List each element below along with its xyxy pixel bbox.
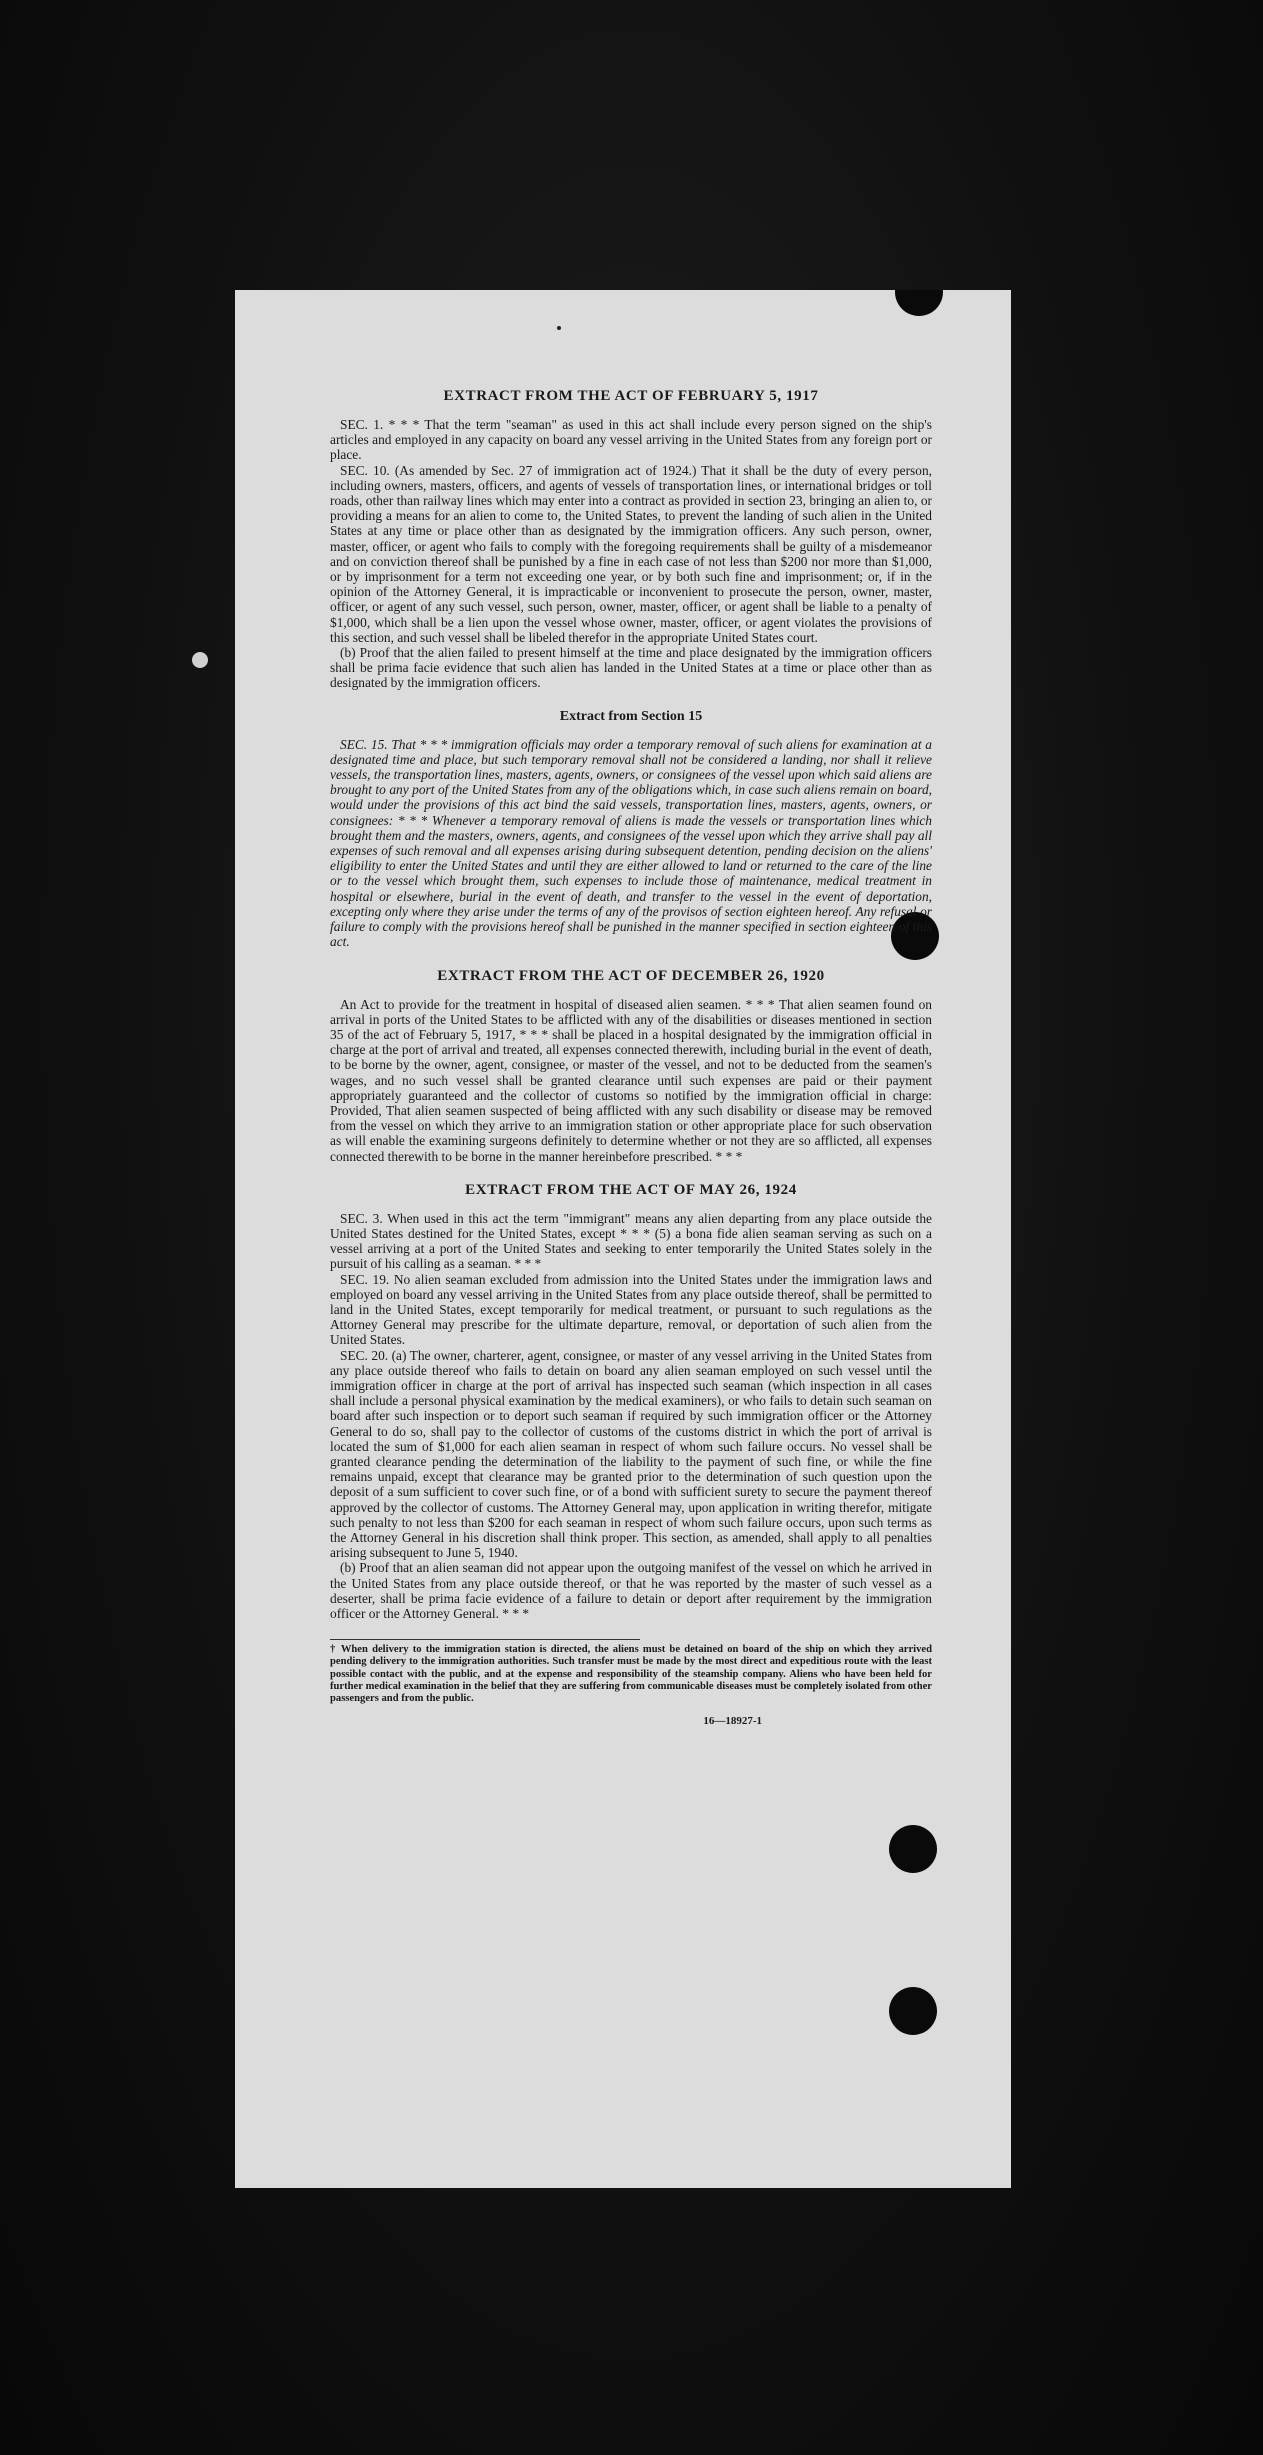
act-1917-section xyxy=(330,388,932,691)
act-1920-text: An Act to provide for the treatment in hospital of diseased alien seamen. * * * That alien seamen found on arrival in ports of the United States to be afflicted with any of the disabilities or diseases mentioned in section 35 of the act of February 5, 1917, * * * shall be placed in a hospital designated by the immigration official in charge at the port of arrival and treated, all expenses connected therewith, including burial in the event of death, to be borne by the owner, agent, consignee, or master of the vessel, and not to be deducted from the seamen's wages, and no such vessel shall be granted clearance until such expenses are paid or their payment appropriately guaranteed and the collector of customs so notified by the immigration official in charge: Provided, That alien seamen suspected of being afflicted with any such disability or disease may be removed from the vessel on which they arrive to an immigration station or other appropriate place for such observation as will enable the examining surgeons definitely to determine whether or not they are so afflicted, all expenses connected therewith to be borne in the manner hereinbefore prescribed. * * * xyxy=(330,996,932,1164)
act-1924-sec20b: (b) Proof that an alien seaman did not appear upon the outgoing manifest of the vessel on which he arrived in the United States from any place outside thereof, or that he was reported by the master of such vessel as a deserter, shall be prima facie evidence of a failure to detain or deport after requirement by the immigration officer or the Attorney General. * * * xyxy=(330,1560,932,1622)
paper-mark xyxy=(557,326,561,330)
act-1924-sec20a: SEC. 20. (a) The owner, charterer, agent, consignee, or master of any vessel arriving in the United States from any place outside thereof who fails to detain on board any alien seaman employed on such vessel until the immigration officer in charge at the port of arrival has inspected such seaman (which inspection in all cases shall include a personal physical examination by the medical examiners), or who fails to detain such seaman on board after such inspection or to deport such seaman if required by such immigration officer or the Attorney General to do so, shall pay to the collector of customs of the customs district in which the port of arrival is located the sum of $1,000 for each alien seaman in respect of whom such failure occurs. No vessel shall be granted clearance pending the determination of the liability to the payment of such fine, or while the fine remains unpaid, except that clearance may be granted prior to the determination of such question upon the deposit of a sum sufficient to cover such fine, or of a bond with sufficient surety to secure the payment thereof approved by the collector of customs. The Attorney General may, upon application in writing therefor, mitigate such penalty to not less than $200 for each seaman in respect of whom such failure occurs, upon such terms as the Attorney General in his discretion shall think proper. This section, as amended, shall apply to all penalties arising subsequent to June 5, 1940. xyxy=(330,1347,932,1561)
act-1924-sec3: SEC. 3. When used in this act the term "immigrant" means any alien departing from any place outside the United States destined for the United States, except * * * (5) a bona fide alien seaman serving as such on a vessel arriving at a port of the United States and seeking to enter temporarily the United States solely in the pursuit of his calling as a seaman. * * * xyxy=(330,1210,932,1272)
act-1917-sec1: SEC. 1. * * * That the term "seaman" as used in this act shall include every person signed on the ship's articles and employed in any capacity on board any vessel arriving in the United States from any foreign port or place. xyxy=(330,417,932,463)
section-15-extract xyxy=(330,709,932,950)
act-1917-sec10b: (b) Proof that the alien failed to present himself at the time and place designated by the immigration officers shall be prima facie evidence that such alien has landed in the United States at a time or place other than as designated by the immigration officers. xyxy=(330,645,932,691)
act-1924-heading: EXTRACT FROM THE ACT OF MAY 26, 1924 xyxy=(465,1181,797,1198)
punch-hole-top xyxy=(895,290,943,316)
act-1924-sec19: SEC. 19. No alien seaman excluded from admission into the United States under the immigration laws and employed on board any vessel arriving in the United States from any place outside thereof, shall be permitted to land in the United States, except temporarily for medical treatment, or pursuant to such regulations as the Attorney General may prescribe for the ultimate departure, removal, or deportation of such alien from the United States. xyxy=(330,1271,932,1348)
act-1917-heading: EXTRACT FROM THE ACT OF FEBRUARY 5, 1917 xyxy=(443,388,819,404)
footnote: † When delivery to the immigration station is directed, the aliens must be detained on board of the ship on which they arrived pending delivery to the immigration authorities. Such transfer must be made by the most direct and expeditious route with the least possible contact with the public, and at the expense and responsibility of the steamship company. Aliens who have been held for further medical examination in the belief that they are suffering from communicable diseases must be completely isolated from other passengers and from the public. xyxy=(330,1644,932,1705)
punch-hole-bottom-right xyxy=(889,1987,937,2035)
section-15-heading: Extract from Section 15 xyxy=(559,708,703,724)
act-1917-sec10: SEC. 10. (As amended by Sec. 27 of immigration act of 1924.) That it shall be the duty of every person, including owners, masters, officers, and agents of vessels of transportation lines, or international bridges or toll roads, other than railway lines which may enter into a contract as provided in section 23, bringing an alien to, or providing a means for an alien to come to, the United States, to prevent the landing of such alien in the United States at any time or place other than as designated by the immigration officers. Any such person, owner, master, officer, or agent who fails to comply with the foregoing requirements shall be guilty of a misdemeanor and on conviction thereof shall be punished by a fine in each case of not less than $200 nor more than $1,000, or by imprisonment for a term not exceeding one year, or by both such fine and imprisonment; or, if in the opinion of the Attorney General, it is impracticable or inconvenient to prosecute the person, owner, master, officer, or agent of any such vessel, such person, owner, master, officer, or agent shall be liable to a penalty of $1,000, which shall be a lien upon the vessel whose owner, master, officer, or agent violates the provisions of this section, and such vessel shall be libeled therefor in the appropriate United States court. xyxy=(330,462,932,645)
section-15-text: SEC. 15. That * * * immigration officials may order a temporary removal of such aliens for examination at a designated time and place, but such temporary removal shall not be considered a landing, nor shall it relieve vessels, the transportation lines, masters, agents, owners, or consignees of the vessel upon which said aliens are brought to any port of the United States from any of the obligations which, in case such aliens remain on board, would under the provisions of this act bind the said vessels, transportation lines, masters, agents, owners, or consignees: * * * Whenever a temporary removal of aliens is made the vessels or transportation lines which brought them and the masters, owners, agents, and consignees of the vessel upon which they arrive shall pay all expenses of such removal and all expenses arising during subsequent detention, pending decision on the aliens' eligibility to enter the United States and until they are either allowed to land or returned to the care of the line or to the vessel which brought them, such expenses to include those of maintenance, medical treatment in hospital or elsewhere, burial in the event of death, and transfer to the vessel in the event of deportation, excepting only where they arise under the terms of any of the provisos of section eighteen hereof. Any refusal or failure to comply with the provisions hereof shall be punished in the manner specified in section eighteen of this act. xyxy=(330,736,932,950)
act-1924-section xyxy=(330,1182,932,1621)
footnote-divider xyxy=(330,1639,640,1640)
document-page xyxy=(235,290,1011,2188)
document-text xyxy=(330,388,932,1727)
act-1920-section xyxy=(330,968,932,1164)
act-1920-heading: EXTRACT FROM THE ACT OF DECEMBER 26, 1920 xyxy=(437,967,825,984)
dust-speck-left xyxy=(192,652,208,668)
punch-hole-lower-right xyxy=(889,1825,937,1873)
form-number: 16—18927-1 xyxy=(703,1715,762,1728)
